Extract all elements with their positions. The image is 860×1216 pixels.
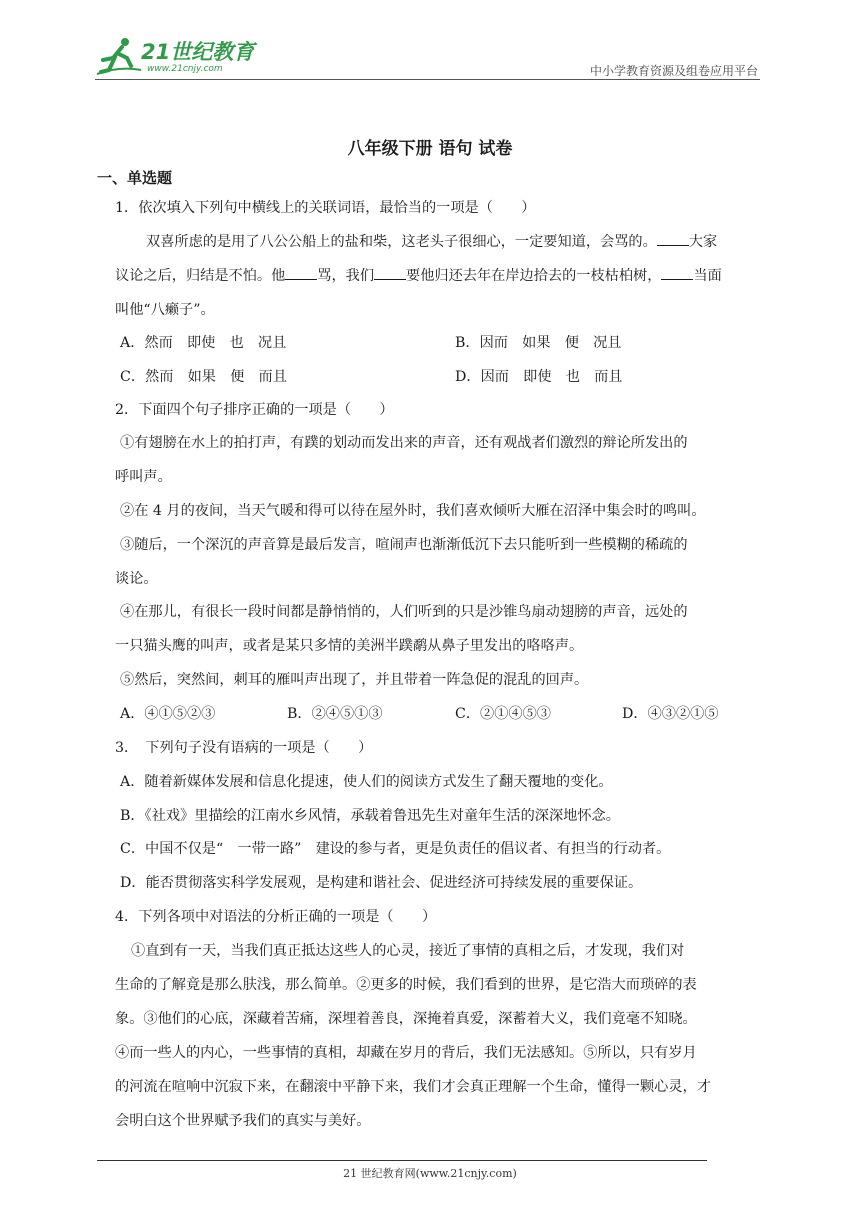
q2-option-d[interactable]: D．④③②①⑤ bbox=[622, 706, 719, 722]
logo-wordmark: 21世纪教育 bbox=[141, 40, 255, 64]
blank bbox=[657, 231, 689, 246]
q2-sentence-1b: 呼叫声。 bbox=[115, 469, 172, 485]
q4-passage-line-4: ④而一些人的内心，一些事情的真相，却藏在岁月的背后，我们无法感知。⑤所以，只有岁月 bbox=[115, 1045, 697, 1061]
q3-option-c[interactable]: C．中国不仅是“ 一带一路” 建设的参与者，更是负责任的倡议者、有担当的行动者。 bbox=[120, 841, 671, 857]
q4-passage-line-6: 会明白这个世界赋予我们的真实与美好。 bbox=[115, 1113, 371, 1129]
page-header bbox=[95, 34, 760, 80]
q2-option-b[interactable]: B．②④⑤①③ bbox=[287, 706, 383, 722]
q4-passage-line-1: ①直到有一天，当我们真正抵达这些人的心灵，接近了事情的真相之后，才发现，我们对 bbox=[131, 943, 685, 959]
logo-url: www.21cnjy.com bbox=[147, 64, 223, 74]
q4-passage-line-5: 的河流在喧响中沉寂下来，在翻滚中平静下来，我们才会真正理解一个生命，懂得一颗心灵，才 bbox=[115, 1079, 711, 1095]
blank bbox=[285, 265, 317, 280]
q1-p2d: 当面 bbox=[693, 268, 722, 284]
blank bbox=[661, 265, 693, 280]
q1-p2b: 骂，我们 bbox=[317, 268, 375, 284]
runner-logo-icon bbox=[95, 36, 143, 76]
page-footer: 21 世纪教育网(www.21cnjy.com) bbox=[343, 1167, 517, 1180]
q3-option-b[interactable]: B．《社戏》里描绘的江南水乡风情，承载着鲁迅先生对童年生活的深深地怀念。 bbox=[120, 808, 620, 824]
page-title: 八年级下册 语句 试卷 bbox=[347, 139, 513, 159]
q1-passage-line-2 bbox=[115, 265, 722, 285]
q1-option-c[interactable]: C．然而 如果 便 而且 bbox=[120, 369, 287, 385]
q2-sentence-1a: ①有翅膀在水上的拍打声，有蹼的划动而发出来的声音，还有观战者们激烈的辩论所发出的 bbox=[120, 435, 688, 451]
q3-stem: 3． 下列句子没有语病的一项是（ ） bbox=[115, 740, 373, 756]
q1-passage-line-1 bbox=[146, 231, 717, 251]
q1-stem: 1．依次填入下列句中横线上的关联词语，最恰当的一项是（ ） bbox=[115, 200, 536, 216]
q2-option-a[interactable]: A．④①⑤②③ bbox=[120, 706, 216, 722]
q1-p2c: 要他归还去年在岸边拾去的一枝枯柏树， bbox=[406, 268, 662, 284]
q4-passage-line-3: 象。③他们的心底，深藏着苦痛，深埋着善良，深掩着真爱，深蓄着大义，我们竟毫不知晓。 bbox=[115, 1011, 697, 1027]
q2-sentence-2: ②在 4 月的夜间，当天气暖和得可以待在屋外时，我们喜欢倾听大雁在沼泽中集会时的鸣叫。 bbox=[120, 503, 706, 519]
q1-p1b: 大家 bbox=[688, 234, 718, 250]
q2-sentence-4a: ④在那儿，有很长一段时间都是静悄悄的，人们听到的只是沙锥鸟扇动翅膀的声音，远处的 bbox=[120, 604, 688, 620]
q3-option-d[interactable]: D．能否贯彻落实科学发展观，是构建和谐社会、促进经济可持续发展的重要保证。 bbox=[120, 875, 643, 891]
q1-option-a[interactable]: A．然而 即使 也 况且 bbox=[120, 335, 287, 351]
q1-option-d[interactable]: D．因而 即使 也 而且 bbox=[455, 369, 623, 385]
q1-p2a: 议论之后，归结是不怕。他 bbox=[115, 268, 286, 284]
q2-sentence-4b: 一只猫头鹰的叫声，或者是某只多情的美洲半蹼鹬从鼻子里发出的咯咯声。 bbox=[115, 638, 584, 654]
platform-label: 中小学教育资源及组卷应用平台 bbox=[589, 64, 758, 78]
section-heading: 一、单选题 bbox=[97, 169, 173, 187]
blank bbox=[374, 265, 406, 280]
q3-option-a[interactable]: A．随着新媒体发展和信息化提速，使人们的阅读方式发生了翻天覆地的变化。 bbox=[120, 774, 613, 790]
q2-option-c[interactable]: C．②①④⑤③ bbox=[455, 706, 551, 722]
q2-sentence-3a: ③随后，一个深沉的声音算是最后发言，喧闹声也渐渐低沉下去只能听到一些模糊的稀疏的 bbox=[120, 537, 688, 553]
q2-stem: 2．下面四个句子排序正确的一项是（ ） bbox=[115, 402, 394, 418]
q1-option-b[interactable]: B．因而 如果 便 况且 bbox=[455, 335, 622, 351]
q2-sentence-5: ⑤然后，突然间，刺耳的雁叫声出现了，并且带着一阵急促的混乱的回声。 bbox=[120, 672, 589, 688]
header-divider bbox=[95, 79, 760, 80]
q1-p1a: 双喜所虑的是用了八公公船上的盐和柴，这老头子很细心，一定要知道，会骂的。 bbox=[146, 234, 657, 250]
logo bbox=[95, 34, 265, 78]
q4-stem: 4．下列各项中对语法的分析正确的一项是（ ） bbox=[115, 909, 437, 925]
q1-passage-line-3: 叫他“八癞子”。 bbox=[115, 302, 215, 318]
footer-divider bbox=[97, 1160, 707, 1161]
q2-sentence-3b: 谈论。 bbox=[115, 571, 158, 587]
q4-passage-line-2: 生命的了解竟是那么肤浅，那么简单。②更多的时候，我们看到的世界，是它浩大而琐碎的表 bbox=[115, 977, 697, 993]
